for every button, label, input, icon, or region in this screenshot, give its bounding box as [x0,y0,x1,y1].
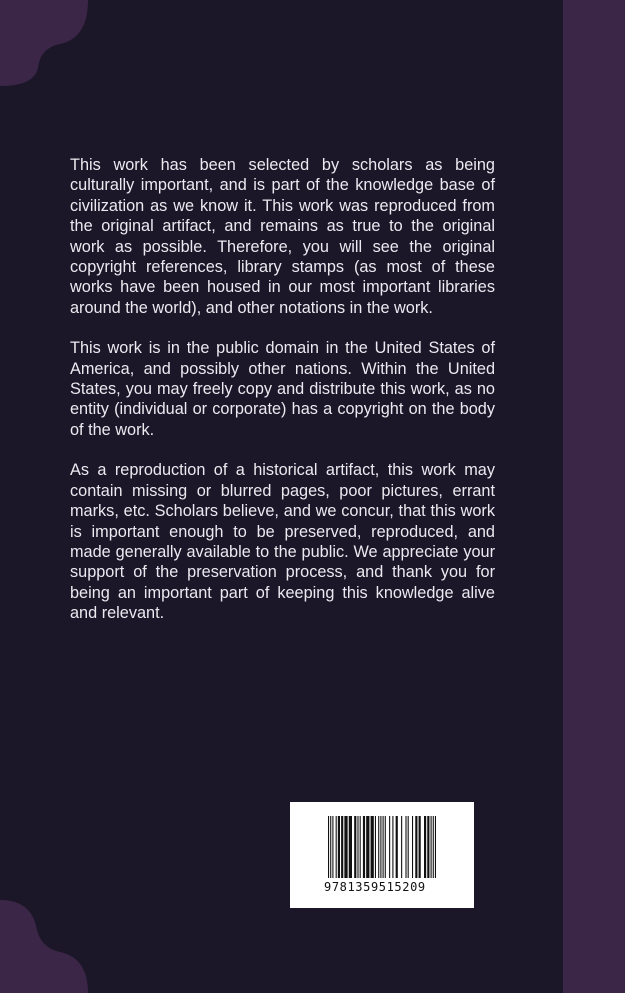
isbn-barcode [290,802,474,908]
barcode-bars [328,816,438,882]
isbn-number: 9781359515209 [324,880,426,894]
back-cover-text [70,155,495,644]
book-spine [563,0,625,993]
corner-ornament-top [0,0,90,90]
corner-ornament-bottom [0,898,90,993]
paragraph-scholarly-selection: This work has been selected by scholars as being culturally important, and is part of the knowledge base of civilization as we know it. This work was reproduced from the original artifact, and remains as true to the original work as possible. Therefore, you will see the original copyright references, library stamps (as most of these works have been housed in our most important libraries around the world), and other notations in the work. [70,156,495,317]
paragraph-public-domain: This work is in the public domain in the United States of America, and possibly other nations. Within the United States, you may freely copy and distribute this work, as no entity (individual or corporate) has a copyright on the body of the work. [70,339,495,439]
paragraph-reproduction-notice: As a reproduction of a historical artifact, this work may contain missing or blurred pages, poor pictures, errant marks, etc. Scholars believe, and we concur, that this work is important enough to be preserved, reproduced, and made generally available to the public. We appreciate your support of the preservation process, and thank you for being an important part of keeping this knowledge alive and relevant. [70,461,495,623]
